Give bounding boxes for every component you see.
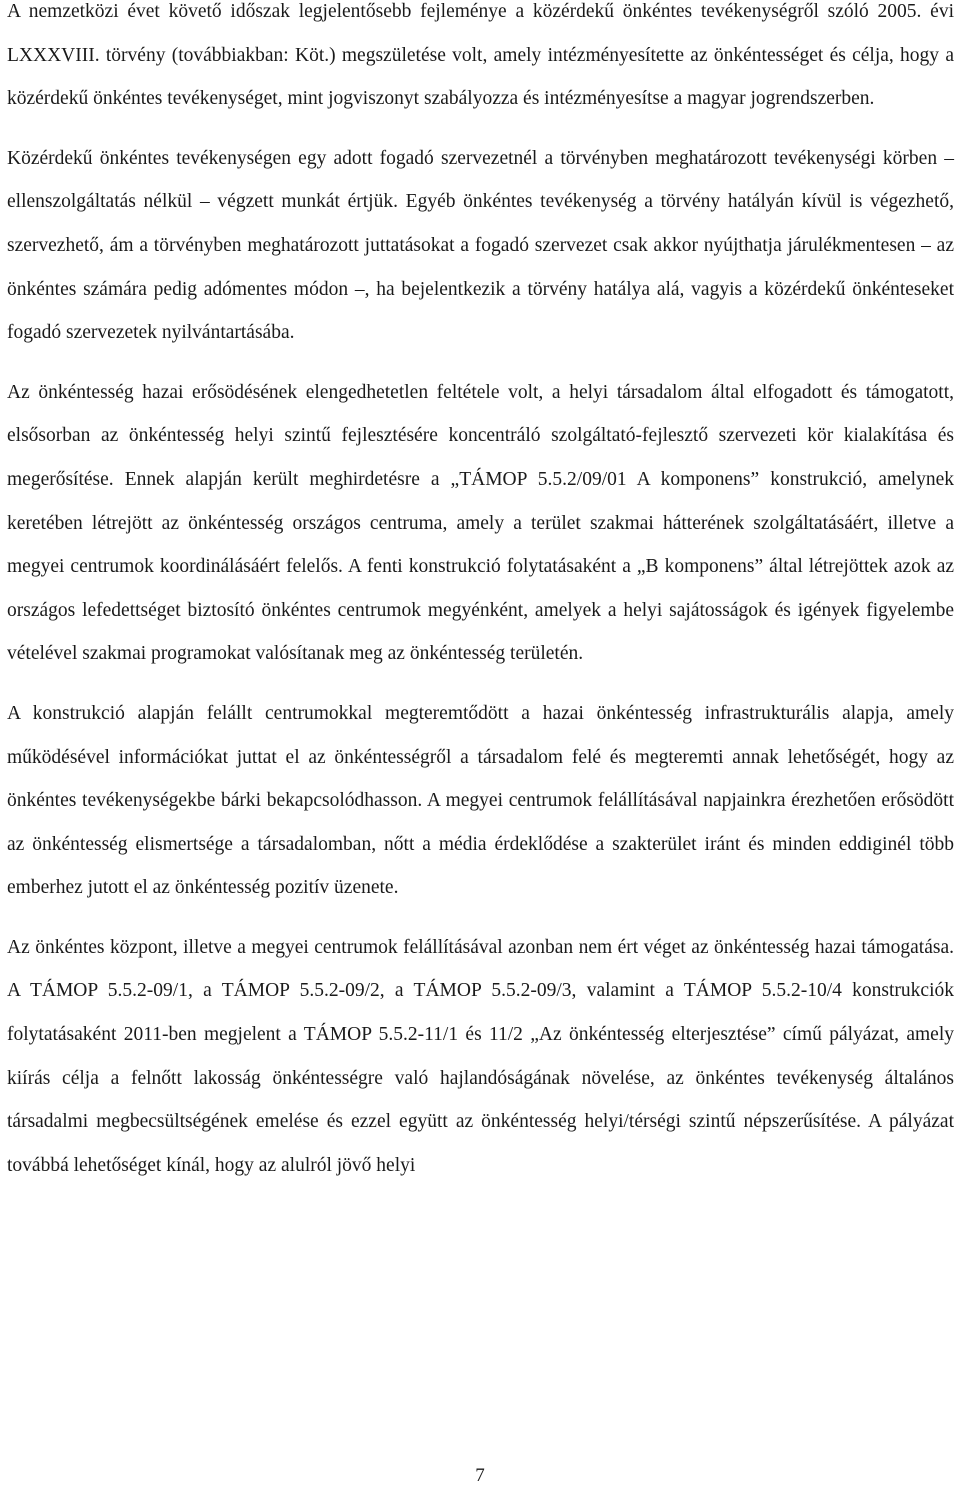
paragraph-4: A konstrukció alapján felállt centrumokkal megteremtődött a hazai önkéntesség infrastrukturális alapja, amely működésével információkat juttat el az önkéntességről a társadalom felé és megteremti annak lehetőségét, hogy az önkéntes tevékenységekbe bárki bekapcsolódhasson. A megyei centrumok felállításával napjainkra érezhetően erősödött az önkéntesség elismertsége a társadalomban, nőtt a média érdeklődése a szakterület iránt és minden eddiginél több emberhez jutott el az önkéntesség pozitív üzenete.	[7, 702, 954, 899]
document-body	[7, 0, 954, 1187]
paragraph-1: A nemzetközi évet követő időszak legjelentősebb fejleménye a közérdekű önkéntes tevékenységről szóló 2005. évi LXXXVIII. törvény (továbbiakban: Köt.) megszületése volt, amely intézményesítette az önkéntességet és célja, hogy a közérdekű önkéntes tevékenységet, mint jogviszonyt szabályozza és intézményesítse a magyar jogrendszerben.	[7, 1, 954, 110]
paragraph-2: Közérdekű önkéntes tevékenységen egy adott fogadó szervezetnél a törvényben meghatározott tevékenységi körben – ellenszolgáltatás nélkül – végzett munkát értjük. Egyéb önkéntes tevékenység a törvény hatályán kívül is végezhető, szervezhető, ám a törvényben meghatározott juttatásokat a fogadó szervezet csak akkor nyújthatja járulékmentesen – az önkéntes számára pedig adómentes módon –, ha bejelentkezik a törvény hatálya alá, vagyis a közérdekű önkénteseket fogadó szervezetek nyilvántartásába.	[7, 147, 954, 344]
page-number: 7	[475, 1465, 485, 1486]
paragraph-3: Az önkéntesség hazai erősödésének elengedhetetlen feltétele volt, a helyi társadalom által elfogadott és támogatott, elsősorban az önkéntesség helyi szintű fejlesztésére koncentráló szolgáltató-fejlesztő szervezeti kör kialakítása és megerősítése. Ennek alapján került meghirdetésre a „TÁMOP 5.5.2/09/01 A komponens” konstrukció, amelynek keretében létrejött az önkéntesség országos centruma, amely a terület szakmai hátterének szolgáltatásáért, illetve a megyei centrumok koordinálásáért felelős. A fenti konstrukció folytatásaként a „B komponens” által létrejöttek azok az országos lefedettséget biztosító önkéntes centrumok megyénként, amelyek a helyi sajátosságok és igények figyelembe vételével szakmai programokat valósítanak meg az önkéntesség területén.	[7, 381, 954, 665]
paragraph-5: Az önkéntes központ, illetve a megyei centrumok felállításával azonban nem ért véget az önkéntesség hazai támogatása. A TÁMOP 5.5.2-09/1, a TÁMOP 5.5.2-09/2, a TÁMOP 5.5.2-09/3, valamint a TÁMOP 5.5.2-10/4 konstrukciók folytatásaként 2011-ben megjelent a TÁMOP 5.5.2-11/1 és 11/2 „Az önkéntesség elterjesztése” című pályázat, amely kiírás célja a felnőtt lakosság önkéntességre való hajlandóságának növelése, az önkéntes tevékenység általános társadalmi megbecsültségének emelése és ezzel együtt az önkéntesség helyi/térségi szintű népszerűsítése. A pályázat továbbá lehetőséget kínál, hogy az alulról jövő helyi	[7, 936, 954, 1176]
